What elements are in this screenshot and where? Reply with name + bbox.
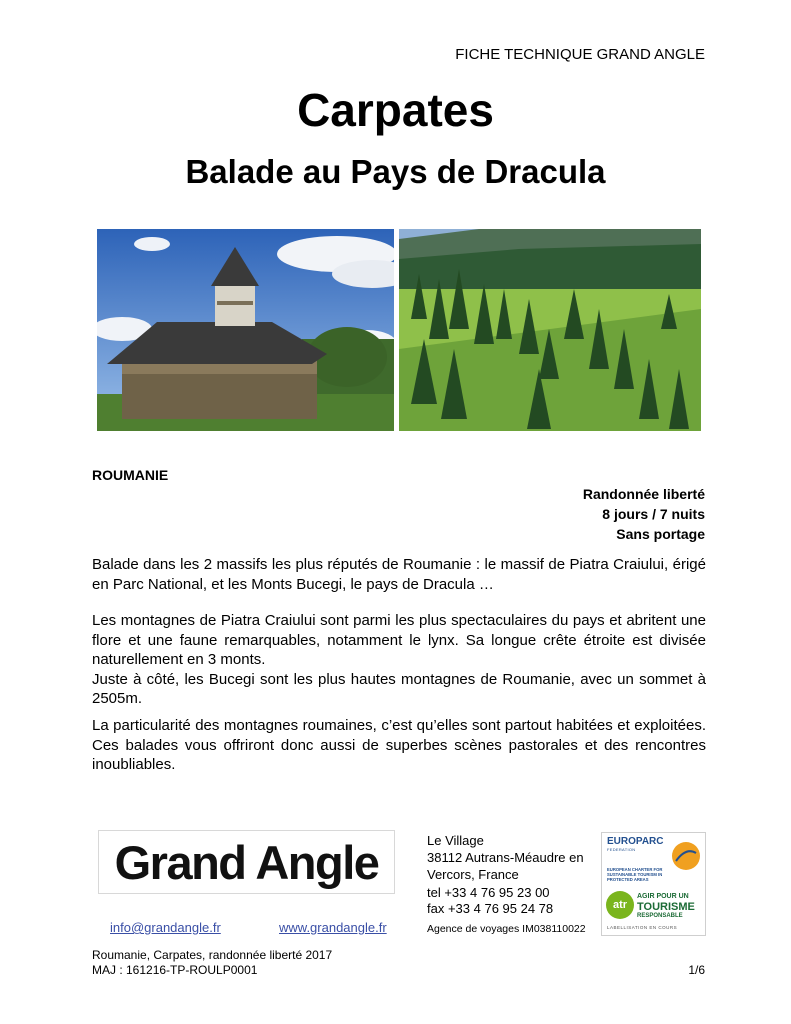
website-link[interactable]: www.grandangle.fr — [279, 920, 387, 935]
fax: fax +33 4 76 95 24 78 — [427, 901, 554, 916]
page-subtitle: Balade au Pays de Dracula — [185, 153, 606, 190]
certification-badge — [601, 832, 706, 936]
logo-text: Grand Angle — [114, 835, 379, 889]
page-number: 1/6 — [688, 963, 705, 977]
trip-type: Randonnée liberté — [582, 486, 705, 502]
trip-portage: Sans portage — [616, 526, 705, 542]
monastery-photo — [97, 229, 394, 431]
telephone: tel +33 4 76 95 23 00 — [427, 885, 550, 900]
description-paragraph — [92, 611, 706, 709]
piatra-craiului-text: Les montagnes de Piatra Craiului sont parmi les plus spectaculaires du pays et abritent une flore et une faune remarquables, notamment le lynx. Sa longue crête étroite est divisée naturellement en 3 monts. — [92, 612, 706, 668]
trip-duration: 8 jours / 7 nuits — [602, 506, 705, 522]
trip-info — [583, 484, 705, 544]
phone-block — [427, 885, 553, 917]
federation-text: FEDERATION — [607, 847, 636, 852]
email-link[interactable]: info@grandangle.fr — [110, 920, 221, 935]
charter-text: EUROPEAN CHARTER FOR SUSTAINABLE TOURISM IN PROTECTED AREAS — [607, 867, 663, 882]
page-title: Carpates — [297, 84, 494, 136]
agency-registration: Agence de voyages IM038110022 — [427, 923, 586, 935]
atr-logo: atr — [606, 891, 634, 919]
valley-photo — [399, 229, 701, 431]
intro-paragraph: Balade dans les 2 massifs les plus réputés de Roumanie : le massif de Piatra Craiului, érigé en Parc National, et les Monts Bucegi, le pays de Dracula … — [92, 556, 706, 593]
bucegi-text: Juste à côté, les Bucegi sont les plus hautes montagnes de Roumanie, avec un sommet à 2505m. — [92, 670, 706, 707]
europarc-emblem-icon — [670, 839, 702, 873]
document-header-label: FICHE TECHNIQUE GRAND ANGLE — [455, 46, 705, 63]
responsable-text: RESPONSABLE — [637, 913, 683, 919]
europarc-logo-text: EUROPARC — [607, 836, 664, 847]
country-label: ROUMANIE — [92, 467, 169, 483]
tourisme-text: TOURISME — [637, 901, 695, 913]
footer-reference: MAJ : 161216-TP-ROULP0001 — [92, 963, 258, 977]
footer-trip-name: Roumanie, Carpates, randonnée liberté 2017 — [92, 948, 333, 962]
address-line-1: Le Village — [427, 833, 484, 848]
address-line-3: Vercors, France — [427, 867, 519, 882]
particularity-paragraph: La particularité des montagnes roumaines, c’est qu’elles sont partout habitées et exploitées. Ces balades vous offriront donc aussi de superbes scènes pastorales et des rencontres inoubliables. — [92, 717, 706, 773]
address-line-2: 38112 Autrans-Méaudre en — [427, 850, 584, 865]
address-block — [427, 832, 584, 883]
agir-text: AGIR POUR UN — [637, 893, 689, 900]
labellisation-text: LABELLISATION EN COURS — [607, 925, 678, 930]
grand-angle-logo — [98, 830, 395, 894]
